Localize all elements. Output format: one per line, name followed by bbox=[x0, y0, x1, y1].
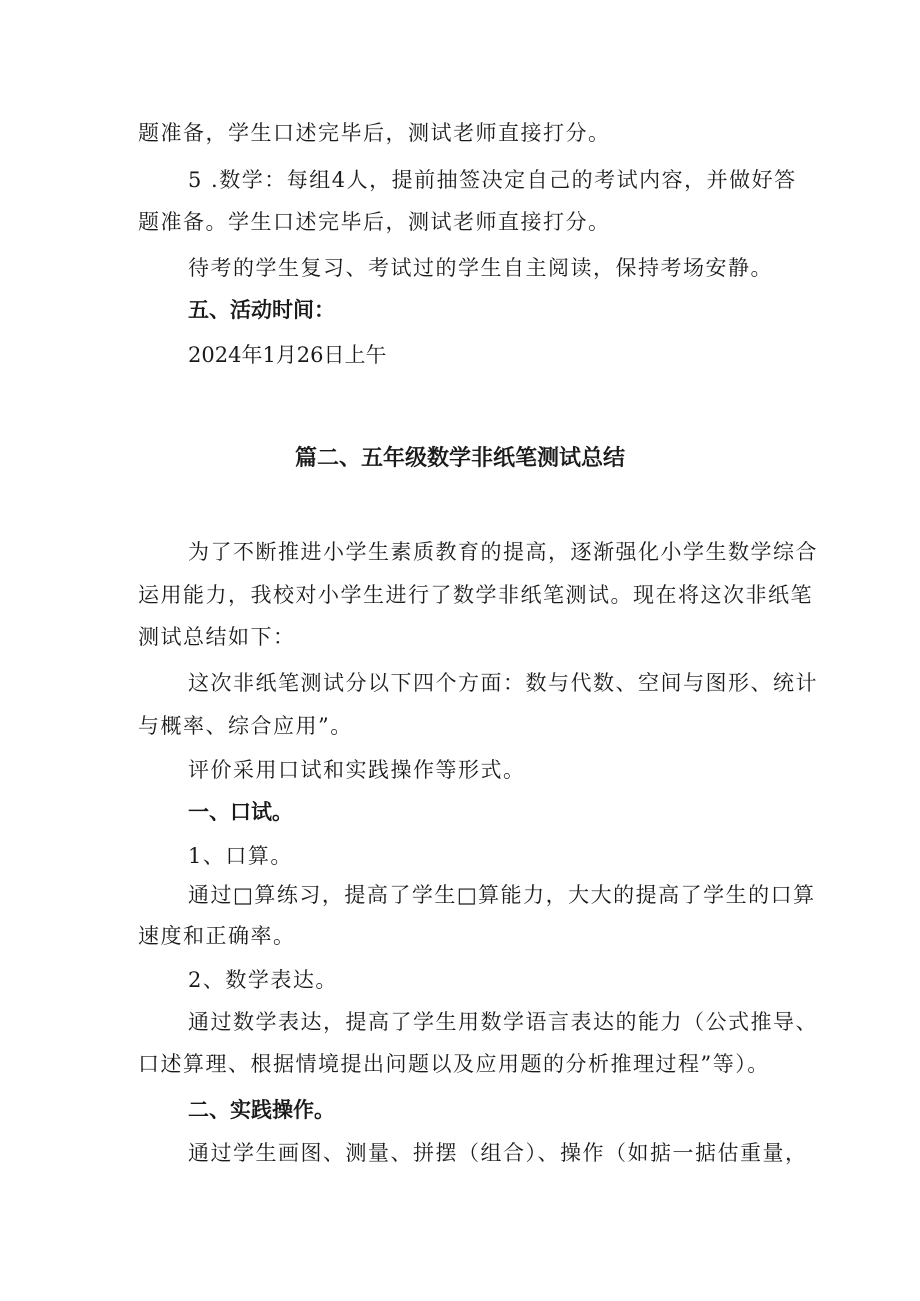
paragraph-line: 通过学生画图、测量、拼摆（组合）、操作（如掂一掂估重量， bbox=[188, 1141, 808, 1165]
section-heading: 五、活动时间： bbox=[188, 298, 335, 322]
paragraph-line: 与概率、综合应用”。 bbox=[138, 714, 353, 738]
paragraph-line: 5 .数学：每组4人，提前抽签决定自己的考试内容，并做好答 bbox=[188, 168, 797, 192]
paragraph-line: 测试总结如下： bbox=[138, 625, 296, 649]
paragraph-line: 速度和正确率。 bbox=[138, 924, 296, 948]
subsection-heading: 2、数学表达。 bbox=[188, 968, 338, 992]
paragraph-line: 这次非纸笔测试分以下四个方面：数与代数、空间与图形、统计 bbox=[188, 671, 818, 695]
paragraph-line: 为了不断推进小学生素质教育的提高，逐渐强化小学生数学综合 bbox=[188, 540, 818, 564]
paragraph-line: 通过□算练习，提高了学生□算能力，大大的提高了学生的口算 bbox=[188, 883, 816, 907]
section-heading: 二、实践操作。 bbox=[188, 1098, 335, 1122]
paragraph-line: 待考的学生复习、考试过的学生自主阅读，保持考场安静。 bbox=[188, 256, 773, 280]
paragraph-line: 2024年1月26日上午 bbox=[188, 343, 387, 367]
paragraph-line: 题准备，学生口述完毕后，测试老师直接打分。 bbox=[138, 121, 611, 145]
paragraph-line: 口述算理、根据情境提出问题以及应用题的分析推理过程”等）。 bbox=[138, 1052, 770, 1076]
paragraph-line: 题准备。学生口述完毕后，测试老师直接打分。 bbox=[138, 210, 611, 234]
subsection-heading: 1、口算。 bbox=[188, 844, 293, 868]
paragraph-line: 通过数学表达，提高了学生用数学语言表达的能力（公式推导、 bbox=[188, 1010, 818, 1034]
paragraph-line: 运用能力，我校对小学生进行了数学非纸笔测试。现在将这次非纸笔 bbox=[138, 583, 813, 607]
paragraph-line: 评价采用口试和实践操作等形式。 bbox=[188, 758, 526, 782]
section-heading: 一、口试。 bbox=[188, 800, 293, 824]
document-title: 篇二、五年级数学非纸笔测试总结 bbox=[294, 446, 625, 471]
